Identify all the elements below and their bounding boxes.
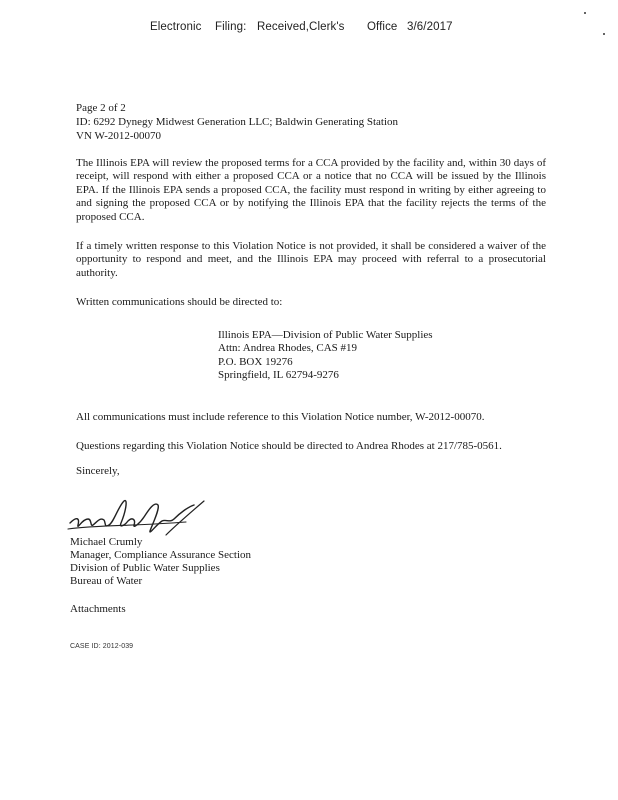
paragraph-cca-review: The Illinois EPA will review the proposed terms for a CCA provided by the facility and, within 30 days of receipt, will respond with either a proposed CCA or a notice that no CCA will be issued by the Illinois EPA. If the Illinois EPA sends a proposed CCA, the facility must respond in writing by either agreeing to and signing the proposed CCA or by notifying the Illinois EPA that the facility rejects the terms of the proposed CCA. — [76, 157, 546, 223]
paragraph-timely-response: If a timely written response to this Violation Notice is not provided, it shall be considered a waiver of the opportunity to respond and meet, and the Illinois EPA may proceed with referral to a prosecutorial authority. — [76, 240, 546, 279]
case-id: CASE ID: 2012-039 — [70, 643, 134, 650]
stamp-word: Office — [367, 21, 398, 33]
signer-division: Division of Public Water Supplies — [70, 562, 220, 574]
stamp-word: Filing: — [215, 21, 247, 33]
paragraph-reference: All communications must include reference to this Violation Notice number, W-2012-00070. — [76, 411, 485, 423]
paragraph-communications: Written communications should be directed to: — [76, 296, 283, 308]
facility-id: ID: 6292 Dynegy Midwest Generation LLC; Baldwin Generating Station — [76, 116, 398, 128]
scan-speck — [584, 12, 586, 14]
attachments-label: Attachments — [70, 603, 126, 615]
address-line: P.O. BOX 19276 — [218, 355, 293, 368]
closing: Sincerely, — [76, 465, 120, 477]
violation-notice-number: VN W-2012-00070 — [76, 130, 162, 142]
address-line: Attn: Andrea Rhodes, CAS #19 — [218, 342, 358, 355]
address-line: Illinois EPA—Division of Public Water Supplies — [218, 329, 433, 341]
scan-speck — [603, 33, 605, 35]
page-number: Page 2 of 2 — [76, 102, 126, 114]
stamp-word: Electronic — [150, 21, 202, 33]
address-line: Springfield, IL 62794-9276 — [218, 369, 339, 382]
signer-name: Michael Crumly — [70, 536, 143, 548]
signer-title: Manager, Compliance Assurance Section — [70, 549, 252, 561]
paragraph-questions: Questions regarding this Violation Notice should be directed to Andrea Rhodes at 217/785-0561. — [76, 440, 502, 452]
mailing-address — [218, 329, 433, 383]
signer-bureau: Bureau of Water — [70, 575, 143, 587]
stamp-word: Received,Clerk's — [257, 21, 345, 33]
stamp-date: 3/6/2017 — [407, 21, 453, 33]
